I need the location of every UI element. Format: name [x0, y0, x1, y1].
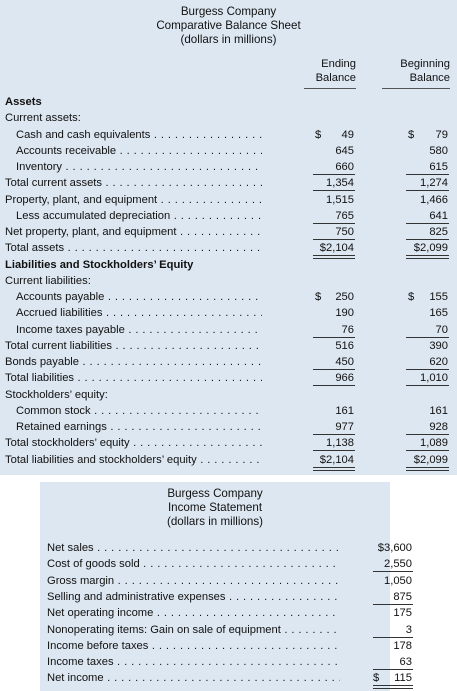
bs-row-leader: [5, 241, 262, 255]
bs-row-label: Inventory . . .: [16, 161, 262, 173]
bs-beginning-value: 825: [429, 226, 448, 238]
is-row-leader: [47, 655, 340, 669]
bs-row-label: Total current liabilities . . .: [5, 340, 262, 352]
is-row-leader: [47, 574, 340, 588]
bs-company-name: Burgess Company: [180, 5, 277, 18]
is-row-label: Net operating income . . .: [47, 607, 340, 619]
bs-beginning-value: 615: [429, 161, 448, 173]
col-header-beginning-2: Balance: [409, 72, 450, 84]
bs-row: [0, 160, 457, 174]
bs-beginning-value: 620: [429, 356, 448, 368]
bs-ending-value: 516: [335, 339, 354, 352]
is-value: 115: [394, 672, 412, 685]
bs-row-label: Bonds payable . . .: [5, 356, 262, 368]
is-value: 875: [393, 590, 412, 603]
bs-beginning-value: 1,089: [420, 437, 448, 450]
bs-beginning-value: 79: [435, 128, 448, 141]
bs-beginning-value: 1,466: [420, 193, 448, 206]
bs-ending-value: 161: [335, 404, 354, 417]
bs-row-label: Stockholders’ equity:: [5, 388, 108, 401]
bs-row: [0, 176, 457, 190]
is-row-leader: [47, 623, 340, 637]
bs-row-label: Income taxes payable . . .: [16, 324, 262, 336]
bs-row: [0, 128, 457, 142]
is-row: [40, 639, 412, 653]
is-row-label: Net income . . .: [47, 672, 340, 684]
is-row-leader: [47, 590, 340, 604]
is-underline: [373, 604, 413, 605]
bs-row: [0, 144, 457, 158]
is-row: [40, 574, 412, 588]
is-currency: $: [373, 672, 380, 685]
bs-row: [0, 274, 457, 288]
bs-row-leader: [5, 225, 262, 239]
is-row-label: Income before taxes . . .: [47, 640, 340, 652]
bs-units: (dollars in millions): [180, 33, 277, 46]
bs-row-label: Current liabilities:: [5, 274, 91, 287]
is-row-leader: [47, 639, 340, 653]
bs-beginning-value: 580: [429, 144, 448, 157]
bs-row: [0, 209, 457, 223]
bs-row-label: Common stock . . .: [16, 405, 262, 417]
bs-ending-currency: $: [315, 128, 322, 141]
bs-ending-underline: [313, 223, 355, 224]
bs-ending-underline: [313, 385, 355, 386]
is-value: 3: [405, 623, 412, 636]
bs-row-label: Less accumulated depreciation . . .: [16, 210, 262, 222]
bs-ending-underline: [313, 450, 355, 451]
bs-beginning-underline: [406, 174, 449, 175]
bs-ending-value: 450: [335, 356, 354, 368]
bs-row: [0, 111, 457, 125]
bs-ending-underline: [313, 239, 355, 240]
bs-row-label: Cash and cash equivalents . . .: [16, 129, 262, 141]
bs-ending-underline: [313, 337, 355, 338]
bs-row: [0, 193, 457, 207]
bs-row-leader: [16, 404, 262, 418]
col-header-beginning-rule: [382, 88, 450, 89]
is-value: 175: [393, 607, 412, 620]
bs-row: [0, 339, 457, 353]
bs-row-leader: [16, 144, 262, 158]
is-statement-title: Income Statement: [167, 501, 263, 514]
bs-row-label: Current assets:: [5, 112, 81, 125]
bs-row-label: Total stockholders’ equity . . .: [5, 437, 262, 449]
is-value: 178: [393, 639, 412, 652]
bs-row-label: Property, plant, and equipment . . .: [5, 194, 262, 206]
bs-ending-value: 660: [335, 161, 354, 173]
bs-beginning-underline: [406, 337, 449, 338]
bs-ending-currency: $: [315, 291, 322, 303]
bs-row-leader: [16, 209, 262, 223]
bs-beginning-value: 155: [429, 291, 448, 303]
is-row: [40, 606, 412, 620]
bs-beginning-value: 641: [429, 209, 448, 222]
bs-ending-value: 1,138: [326, 437, 354, 450]
bs-beginning-value: 70: [435, 323, 448, 336]
bs-row-leader: [5, 371, 262, 385]
bs-row-leader: [5, 355, 262, 369]
bs-row-leader: [5, 339, 262, 353]
is-row-label: Nonoperating items: Gain on sale of equipment . . .: [47, 624, 340, 636]
bs-row-leader: [16, 323, 262, 337]
bs-row: [0, 290, 457, 304]
is-row: [40, 623, 412, 637]
bs-beginning-underline: [406, 434, 449, 435]
bs-ending-value: 1,354: [326, 177, 354, 190]
bs-beginning-value: $2,099: [413, 453, 448, 466]
bs-row-leader: [16, 420, 262, 434]
is-row-leader: [47, 671, 340, 685]
is-row-leader: [47, 541, 340, 555]
is-value: 63: [399, 656, 412, 669]
is-underline: [373, 637, 413, 638]
bs-row-label: Accrued liabilities . . .: [16, 307, 262, 319]
is-value: 2,550: [384, 558, 412, 571]
is-row-label: Gross margin . . .: [47, 575, 340, 587]
is-row-label: Net sales . . .: [47, 542, 340, 554]
bs-ending-value: 645: [335, 144, 354, 157]
col-header-ending-rule: [304, 88, 356, 89]
bs-beginning-underline: [406, 385, 449, 386]
is-row-label: Income taxes . . .: [47, 656, 340, 668]
bs-row: [0, 388, 457, 402]
is-row: [40, 671, 412, 685]
is-row-label: Selling and administrative expenses . . .: [47, 591, 340, 603]
is-value: 1,050: [384, 574, 412, 587]
bs-beginning-value: 1,010: [420, 372, 448, 385]
bs-row: [0, 404, 457, 418]
bs-beginning-underline: [406, 223, 449, 224]
bs-ending-value: 750: [335, 226, 354, 238]
bs-ending-underline: [313, 190, 355, 191]
bs-row-leader: [5, 453, 262, 467]
is-row-leader: [47, 606, 340, 620]
is-value: $3,600: [377, 542, 412, 554]
bs-beginning-currency: $: [408, 291, 415, 303]
bs-row-label: Total liabilities . . .: [5, 372, 262, 384]
is-row: [40, 590, 412, 604]
bs-row: [0, 323, 457, 337]
bs-row-leader: [16, 160, 262, 174]
bs-row-label: Assets: [5, 96, 42, 108]
col-header-ending-1: Ending: [321, 58, 356, 70]
bs-row: [0, 241, 457, 255]
bs-ending-value: 49: [341, 128, 354, 141]
bs-beginning-underline: [406, 369, 449, 370]
bs-ending-underline: [313, 369, 355, 370]
is-row-leader: [47, 557, 340, 571]
bs-ending-value: 765: [335, 209, 354, 222]
is-underline: [373, 685, 413, 689]
is-underline: [373, 571, 413, 572]
bs-beginning-value: $2,099: [413, 242, 448, 255]
bs-row: [0, 436, 457, 450]
bs-row-label: Accounts receivable . . .: [16, 145, 262, 157]
bs-row-label: Net property, plant, and equipment . . .: [5, 226, 262, 238]
bs-beginning-value: 390: [429, 339, 448, 352]
bs-beginning-value: 161: [429, 404, 448, 417]
bs-ending-value: 76: [341, 323, 354, 336]
bs-row-label: Total liabilities and stockholders’ equity . . .: [5, 454, 262, 466]
bs-beginning-underline: [406, 239, 449, 240]
bs-row-leader: [5, 193, 262, 207]
bs-row-leader: [5, 436, 262, 450]
bs-ending-value: $2,104: [319, 453, 354, 466]
bs-row-label: Accounts payable . . .: [16, 291, 262, 303]
bs-ending-value: 977: [335, 421, 354, 433]
bs-row: [0, 371, 457, 385]
is-underline: [373, 669, 413, 670]
income-statement-panel: [40, 482, 412, 691]
col-header-beginning-1: Beginning: [400, 58, 450, 70]
bs-row: [0, 355, 457, 369]
bs-ending-value: 250: [335, 291, 354, 303]
bs-beginning-underline: [406, 467, 449, 471]
bs-row: [0, 95, 457, 109]
bs-row: [0, 225, 457, 239]
bs-row-label: Retained earnings . . .: [16, 421, 262, 433]
is-company-name: Burgess Company: [167, 487, 263, 500]
bs-beginning-underline: [406, 450, 449, 451]
bs-row-label: Total current assets . . .: [5, 177, 262, 189]
bs-row-label: Liabilities and Stockholders’ Equity: [5, 258, 194, 271]
bs-ending-value: 190: [335, 307, 354, 320]
is-row-label: Cost of goods sold . . .: [47, 558, 340, 570]
bs-ending-underline: [313, 434, 355, 435]
bs-ending-value: 966: [335, 372, 354, 385]
bs-beginning-currency: $: [408, 128, 415, 141]
bs-row: [0, 258, 457, 272]
bs-ending-underline: [313, 467, 355, 471]
bs-row-leader: [16, 306, 262, 320]
bs-row: [0, 420, 457, 434]
bs-row-leader: [16, 128, 262, 142]
is-units: (dollars in millions): [167, 515, 263, 528]
bs-row: [0, 306, 457, 320]
bs-ending-value: $2,104: [319, 242, 354, 255]
col-header-ending-2: Balance: [315, 72, 356, 84]
bs-beginning-value: 165: [429, 307, 448, 320]
bs-beginning-value: 928: [429, 421, 448, 433]
bs-row-leader: [5, 176, 262, 190]
is-row: [40, 655, 412, 669]
bs-row-label: Total assets . . .: [5, 242, 262, 254]
bs-statement-title: Comparative Balance Sheet: [156, 19, 301, 32]
is-row: [40, 541, 412, 555]
bs-ending-value: 1,515: [326, 193, 354, 206]
bs-row-leader: [16, 290, 262, 304]
is-row: [40, 557, 412, 571]
bs-beginning-value: 1,274: [420, 177, 448, 190]
bs-row: [0, 453, 457, 467]
bs-ending-underline: [313, 174, 355, 175]
bs-beginning-underline: [406, 190, 449, 191]
